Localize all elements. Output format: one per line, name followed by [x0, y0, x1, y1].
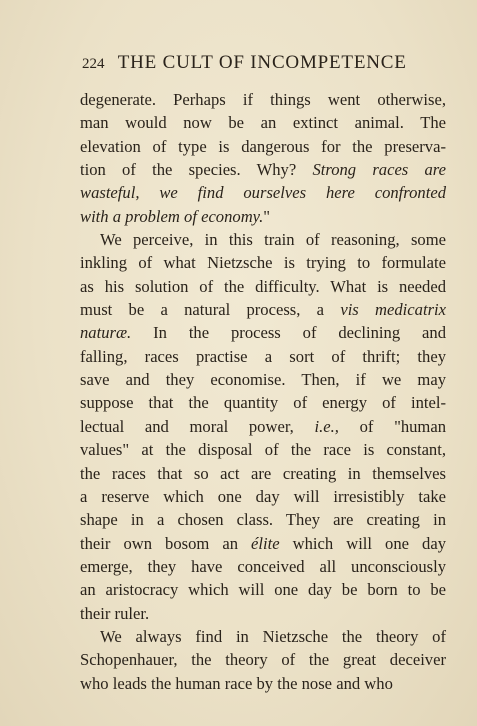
text-run: who leads the human race by the nose and who — [80, 673, 393, 693]
italic-run: naturæ. — [80, 323, 132, 343]
text-run: of "human — [338, 416, 447, 436]
italic-run: with a problem of economy. — [80, 206, 264, 226]
text-run: suppose that the quantity of energy of intel- — [80, 393, 446, 413]
text-line — [80, 228, 446, 251]
italic-run: vis medicatrix — [340, 300, 447, 320]
text-line — [80, 298, 446, 321]
text-line — [80, 415, 446, 438]
text-run: In the process of declining and — [131, 323, 446, 343]
italic-run: i.e., — [314, 416, 339, 436]
text-run: the races that so act are creating in themselves — [80, 463, 446, 483]
text-line — [80, 648, 446, 671]
page-number: 224 — [82, 56, 105, 72]
text-line — [80, 438, 446, 461]
paragraph — [80, 625, 446, 695]
text-line — [80, 111, 446, 134]
text-line — [80, 345, 446, 368]
text-run: values" at the disposal of the race is constant, — [80, 440, 446, 460]
text-run: man would now be an extinct animal. The — [80, 113, 446, 133]
text-run: falling, races practise a sort of thrift; they — [80, 346, 446, 366]
text-run: elevation of type is dangerous for the preserva- — [80, 136, 446, 156]
italic-run: wasteful, we find ourselves here confronted — [80, 183, 446, 203]
text-line — [80, 485, 446, 508]
text-run: their own bosom an — [80, 533, 252, 553]
text-line — [80, 508, 446, 531]
text-run: We always find in Nietzsche the theory of — [100, 626, 446, 646]
text-line — [80, 532, 446, 555]
text-run: must be a natural process, a — [80, 300, 341, 320]
text-line — [80, 135, 446, 158]
text-run: as his solution of the difficulty. What is needed — [80, 276, 446, 296]
paragraph — [80, 88, 446, 228]
text-line — [80, 251, 446, 274]
text-line — [80, 672, 446, 695]
text-line — [80, 578, 446, 601]
text-run: a reserve which one day will irresistibly take — [80, 486, 446, 506]
text-line — [80, 205, 446, 228]
text-line — [80, 275, 446, 298]
text-run: tion of the species. Why? — [80, 160, 313, 180]
text-run: save and they economise. Then, if we may — [80, 370, 446, 390]
text-run: lectual and moral power, — [80, 416, 315, 436]
paragraph — [80, 228, 446, 625]
body-text — [80, 88, 446, 695]
page-header — [82, 52, 446, 74]
text-line — [80, 158, 446, 181]
text-line — [80, 555, 446, 578]
text-run: Schopenhauer, the theory of the great deceiver — [80, 650, 446, 670]
text-line — [80, 368, 446, 391]
text-run: their ruler. — [80, 603, 150, 623]
text-run: emerge, they have conceived all unconsciously — [80, 556, 446, 576]
text-line — [80, 88, 446, 111]
text-run: We perceive, in this train of reasoning, some — [100, 230, 446, 250]
italic-run: Strong races are — [312, 160, 446, 180]
text-line — [80, 391, 446, 414]
text-run: " — [263, 206, 271, 226]
text-line — [80, 321, 446, 344]
italic-run: élite — [251, 533, 280, 553]
text-line — [80, 462, 446, 485]
running-title: THE CULT OF INCOMPETENCE — [117, 52, 407, 73]
text-run: degenerate. Perhaps if things went otherwise, — [80, 90, 446, 109]
text-run: inkling of what Nietzsche is trying to formulate — [80, 253, 446, 273]
text-line — [80, 625, 446, 648]
text-run: shape in a chosen class. They are creating in — [80, 510, 446, 530]
text-run: an aristocracy which will one day be born to be — [80, 580, 446, 600]
text-line — [80, 602, 446, 625]
text-line — [80, 181, 446, 204]
text-run: which will one day — [279, 533, 446, 553]
